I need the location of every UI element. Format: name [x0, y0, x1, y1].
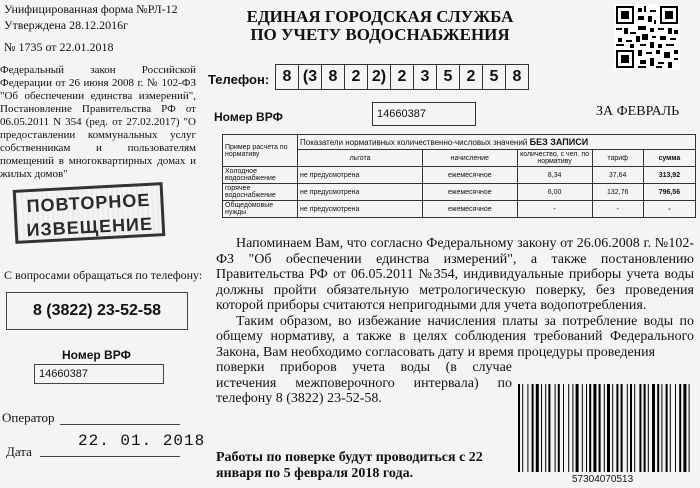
row-name: Холодное водоснабжение: [223, 167, 298, 184]
document-number: № 1735 от 22.01.2018: [4, 40, 114, 54]
paragraph-1: Напоминаем Вам, что согласно Федеральному закону от 26.06.2008 г. №102-ФЗ "Об обеспечении единства измерений", а также постановлению Правительства РФ от 06.05.2011 №354, индивидуальные приборы учета воды должны пройти обязательную метрологическую поверку, без проведения которой приборы считаются непригодными для учета водопотребления.: [216, 236, 694, 313]
row-charge: ежемесячное: [423, 201, 517, 218]
row-sum: 796,56: [643, 184, 695, 201]
stamp-line-1: ПОВТОРНОЕ: [26, 189, 151, 217]
vrf-value: 14660387: [372, 102, 476, 126]
qr-code-icon: [614, 4, 680, 70]
billing-month: ЗА ФЕВРАЛЬ: [596, 104, 680, 119]
notice-body: [216, 236, 694, 407]
phone-digit: 8: [321, 64, 345, 90]
caption-text: Показатели нормативных количественно-числовых значений: [300, 138, 528, 147]
repeat-notice-stamp: [13, 182, 166, 244]
row-benefit: не предусмотрена: [298, 184, 423, 201]
header-sum: сумма: [643, 150, 695, 167]
row-qty: 6,00: [517, 184, 592, 201]
row-benefit: не предусмотрена: [298, 201, 423, 218]
table-caption: [298, 135, 696, 150]
stamp-line-2: ИЗВЕЩЕНИЕ: [26, 213, 154, 241]
paragraph-2: Таким образом, во избежание начисления платы за потребление воды по общему нормативу, а также в целях соблюдения требований Федерального Закона, Вам необходимо согласовать дату и время процедуры проведения: [216, 313, 694, 360]
row-qty: 8,34: [517, 167, 592, 184]
phone-number-cells: [276, 64, 529, 90]
table-row: [223, 184, 696, 201]
phone-digit: 8: [275, 64, 299, 90]
phone-digit: 5: [482, 64, 506, 90]
vrf-label: Номер ВРФ: [214, 110, 283, 124]
phone-digit: (3: [298, 64, 322, 90]
date-label: Дата: [6, 444, 32, 459]
form-name: Унифицированная форма №РЛ-12: [4, 2, 178, 16]
row-charge: ежемесячное: [423, 184, 517, 201]
row-sum: 313,92: [643, 167, 695, 184]
row-tariff: -: [592, 201, 643, 218]
row-sum: -: [643, 201, 695, 218]
phone-digit: 5: [436, 64, 460, 90]
table-row: [223, 167, 696, 184]
row-qty: -: [517, 201, 592, 218]
title-line-1: ЕДИНАЯ ГОРОДСКАЯ СЛУЖБА: [246, 7, 514, 26]
table-caption-row: [223, 135, 696, 150]
operator-label: Оператор: [2, 410, 55, 425]
header-tariff: тариф: [592, 150, 643, 167]
row-name: Общедомовые нужды: [223, 201, 298, 218]
title-line-2: ПО УЧЕТУ ВОДОСНАБЖЕНИЯ: [250, 25, 510, 44]
service-title: [220, 8, 540, 44]
left-vrf-label: Номер ВРФ: [62, 348, 131, 362]
phone-digit: 2: [459, 64, 483, 90]
table-row: [223, 201, 696, 218]
phone-digit: 8: [505, 64, 529, 90]
row-name: горячее водоснабжение: [223, 184, 298, 201]
phone-label: Телефон:: [208, 72, 270, 87]
left-vrf-value: 14660387: [34, 364, 164, 384]
paragraph-3: поверки приборов учета воды (в случае истечения межповерочного интервала) по телефону 8 (3822) 23-52-58.: [216, 360, 512, 406]
phone-digit: 2: [390, 64, 414, 90]
contact-question: С вопросами обращаться по телефону:: [4, 268, 203, 282]
calculation-table: [222, 134, 696, 218]
row-tariff: 132,76: [592, 184, 643, 201]
caption-bold: БЕЗ ЗАПИСИ: [529, 137, 589, 147]
operator-signature-line: [60, 424, 180, 425]
row-tariff: 37,64: [592, 167, 643, 184]
row-benefit: не предусмотрена: [298, 167, 423, 184]
barcode-number: 57304070513: [572, 474, 634, 485]
header-charge: начисление: [423, 150, 517, 167]
law-reference: Федеральный закон Российской Федерации от 26 июня 2008 г. № 102-ФЗ "Об обеспечении единства измерений", Постановление Правительства РФ от 06.05.2011 N 354 (ред. от 27.02.2017) "О предоставлении коммунальных услуг собственникам и пользователям помещений в многоквартирных домах и жилых домов": [0, 64, 196, 180]
approval-date: Утверждена 28.12.2016г: [4, 18, 129, 32]
barcode-icon: [516, 384, 696, 476]
date-line: [40, 456, 180, 457]
handwritten-date: 22. 01. 2018: [78, 432, 206, 450]
phone-digit: 2: [344, 64, 368, 90]
row-charge: ежемесячное: [423, 167, 517, 184]
header-qty: количество, с чел. по нормативу: [517, 150, 592, 167]
works-period: Работы по поверке будут проводиться с 22 января по 5 февраля 2018 года.: [216, 450, 483, 481]
contact-phone: 8 (3822) 23-52-58: [6, 292, 188, 330]
phone-digit: 3: [413, 64, 437, 90]
phone-digit: 2): [367, 64, 391, 90]
header-benefit: льгота: [298, 150, 423, 167]
table-corner: Пример расчета по нормативу: [223, 135, 298, 167]
